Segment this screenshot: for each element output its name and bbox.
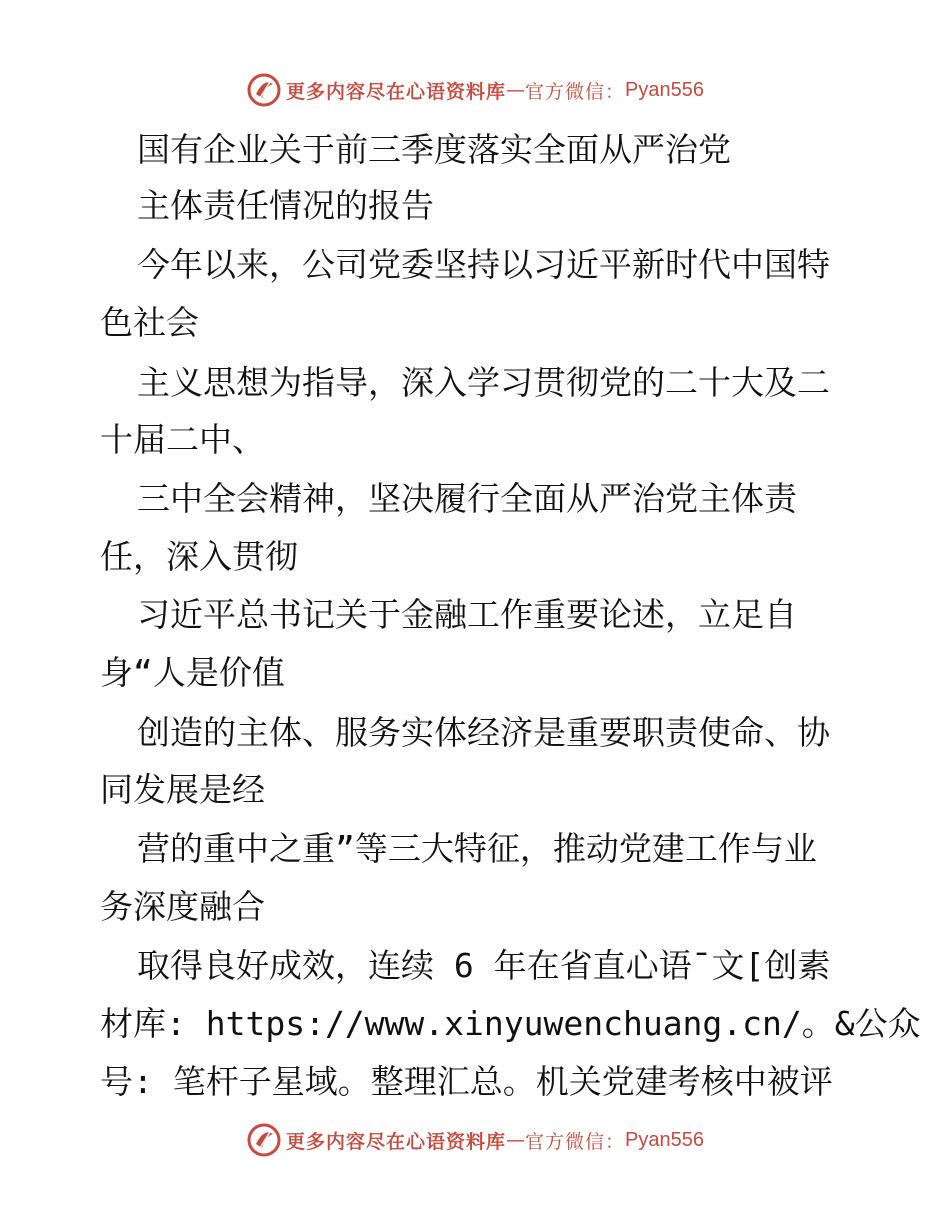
- footer-watermark-banner: [0, 1118, 950, 1162]
- doc-line: 色社会: [100, 303, 199, 342]
- banner-dash: —: [506, 1129, 526, 1151]
- banner-wechat-id: Pyan556: [625, 78, 704, 101]
- doc-line: 今年以来，公司党委坚持以习近平新时代中国特: [137, 245, 830, 284]
- doc-line: 创造的主体、服务实体经济是重要职责使命、协: [137, 713, 830, 752]
- doc-line: 十届二中、: [100, 420, 265, 459]
- doc-line: 取得良好成效，连续 6 年在省直心语¯文[创素: [137, 946, 831, 985]
- logo-icon: [246, 72, 282, 108]
- banner-wechat-id: Pyan556: [625, 1128, 704, 1151]
- doc-line: 号: 笔杆子星域。整理汇总。机关党建考核中被评: [100, 1062, 833, 1101]
- banner-text: 更多内容尽在心语资料库: [286, 80, 507, 103]
- logo-icon: [246, 1122, 282, 1158]
- doc-title-line-2: 主体责任情况的报告: [137, 186, 434, 225]
- doc-line: 三中全会精神，坚决履行全面从严治党主体责: [137, 479, 797, 518]
- doc-line: 主义思想为指导，深入学习贯彻党的二十大及二: [137, 363, 830, 402]
- doc-line: 务深度融合: [100, 887, 265, 926]
- doc-line: 同发展是经: [100, 770, 265, 809]
- doc-line: 营的重中之重”等三大特征，推动党建工作与业: [137, 829, 817, 868]
- banner-text: 更多内容尽在心语资料库: [286, 1130, 507, 1153]
- header-watermark-banner: [0, 68, 950, 112]
- banner-wechat-label: 官方微信：: [525, 80, 626, 103]
- doc-line: 身“人是价值: [100, 653, 285, 692]
- banner-dash: —: [506, 79, 526, 101]
- doc-line: 习近平总书记关于金融工作重要论述，立足自: [137, 595, 797, 634]
- banner-wechat-label: 官方微信：: [525, 1130, 626, 1153]
- doc-line: 任，深入贯彻: [100, 537, 298, 576]
- doc-title-line-1: 国有企业关于前三季度落实全面从严治党: [137, 130, 731, 169]
- doc-line: 材库: https://www.xinyuwenchuang.cn/。&公众: [100, 1004, 921, 1043]
